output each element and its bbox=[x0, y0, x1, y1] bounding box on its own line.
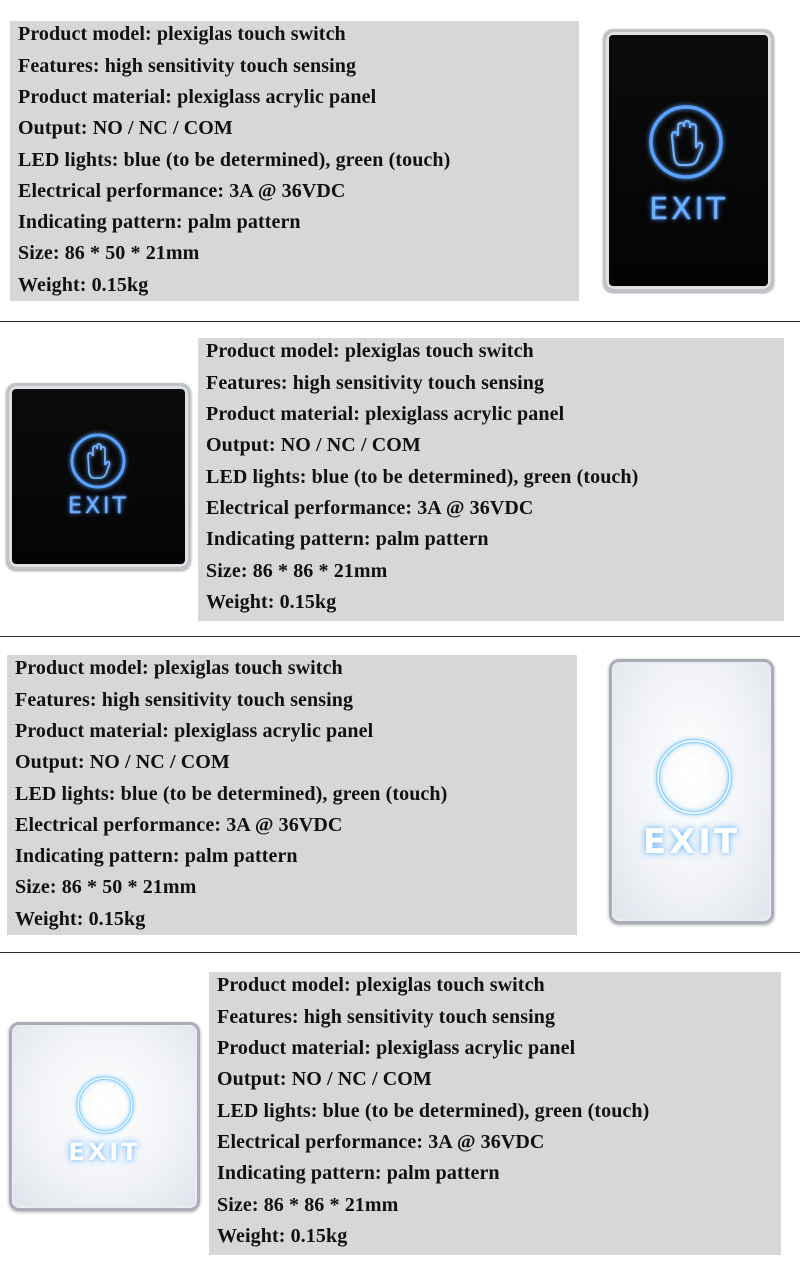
spec-model: Product model: plexiglas touch switch bbox=[206, 340, 534, 362]
product-section-1 bbox=[0, 0, 800, 321]
spec-features: Features: high sensitivity touch sensing bbox=[18, 55, 357, 77]
exit-switch-image bbox=[6, 383, 191, 570]
exit-label: EXIT bbox=[642, 822, 741, 862]
spec-weight: Weight: 0.15kg bbox=[217, 1225, 348, 1247]
spec-material: Product material: plexiglass acrylic panel bbox=[217, 1037, 576, 1059]
spec-features: Features: high sensitivity touch sensing bbox=[217, 1006, 556, 1028]
spec-size: Size: 86 * 86 * 21mm bbox=[217, 1194, 399, 1216]
spec-features: Features: high sensitivity touch sensing bbox=[15, 689, 354, 711]
spec-material: Product material: plexiglass acrylic panel bbox=[18, 86, 377, 108]
spec-electrical: Electrical performance: 3A @ 36VDC bbox=[206, 497, 534, 519]
spec-pattern: Indicating pattern: palm pattern bbox=[15, 845, 298, 867]
palm-icon bbox=[12, 1025, 197, 1208]
product-section-4 bbox=[0, 953, 800, 1266]
spec-model: Product model: plexiglas touch switch bbox=[18, 23, 346, 45]
spec-features: Features: high sensitivity touch sensing bbox=[206, 372, 545, 394]
spec-model: Product model: plexiglas touch switch bbox=[217, 974, 545, 996]
exit-label: EXIT bbox=[649, 192, 728, 227]
spec-weight: Weight: 0.15kg bbox=[15, 908, 146, 930]
product-section-2 bbox=[0, 322, 800, 636]
spec-panel bbox=[198, 338, 784, 621]
spec-panel bbox=[209, 972, 781, 1255]
palm-icon bbox=[612, 662, 771, 921]
spec-output: Output: NO / NC / COM bbox=[206, 434, 421, 456]
exit-switch-image bbox=[609, 659, 774, 924]
spec-led: LED lights: blue (to be determined), green (touch) bbox=[18, 149, 451, 171]
spec-material: Product material: plexiglass acrylic panel bbox=[15, 720, 374, 742]
spec-led: LED lights: blue (to be determined), green (touch) bbox=[217, 1100, 650, 1122]
exit-label: EXIT bbox=[68, 1138, 141, 1166]
spec-size: Size: 86 * 50 * 21mm bbox=[18, 242, 200, 264]
spec-model: Product model: plexiglas touch switch bbox=[15, 657, 343, 679]
palm-icon bbox=[9, 386, 188, 567]
exit-switch-image bbox=[9, 1022, 200, 1211]
palm-icon bbox=[606, 32, 771, 289]
spec-weight: Weight: 0.15kg bbox=[206, 591, 337, 613]
spec-led: LED lights: blue (to be determined), green (touch) bbox=[206, 466, 639, 488]
spec-output: Output: NO / NC / COM bbox=[217, 1068, 432, 1090]
spec-electrical: Electrical performance: 3A @ 36VDC bbox=[18, 180, 346, 202]
spec-output: Output: NO / NC / COM bbox=[15, 751, 230, 773]
spec-size: Size: 86 * 86 * 21mm bbox=[206, 560, 388, 582]
spec-pattern: Indicating pattern: palm pattern bbox=[217, 1162, 500, 1184]
product-section-3 bbox=[0, 637, 800, 952]
spec-pattern: Indicating pattern: palm pattern bbox=[206, 528, 489, 550]
spec-panel bbox=[7, 655, 577, 935]
spec-led: LED lights: blue (to be determined), green (touch) bbox=[15, 783, 448, 805]
spec-electrical: Electrical performance: 3A @ 36VDC bbox=[217, 1131, 545, 1153]
spec-output: Output: NO / NC / COM bbox=[18, 117, 233, 139]
spec-electrical: Electrical performance: 3A @ 36VDC bbox=[15, 814, 343, 836]
spec-weight: Weight: 0.15kg bbox=[18, 274, 149, 296]
spec-size: Size: 86 * 50 * 21mm bbox=[15, 876, 197, 898]
spec-material: Product material: plexiglass acrylic panel bbox=[206, 403, 565, 425]
spec-pattern: Indicating pattern: palm pattern bbox=[18, 211, 301, 233]
exit-label: EXIT bbox=[68, 494, 129, 519]
spec-panel bbox=[10, 21, 579, 301]
exit-switch-image bbox=[603, 29, 774, 292]
